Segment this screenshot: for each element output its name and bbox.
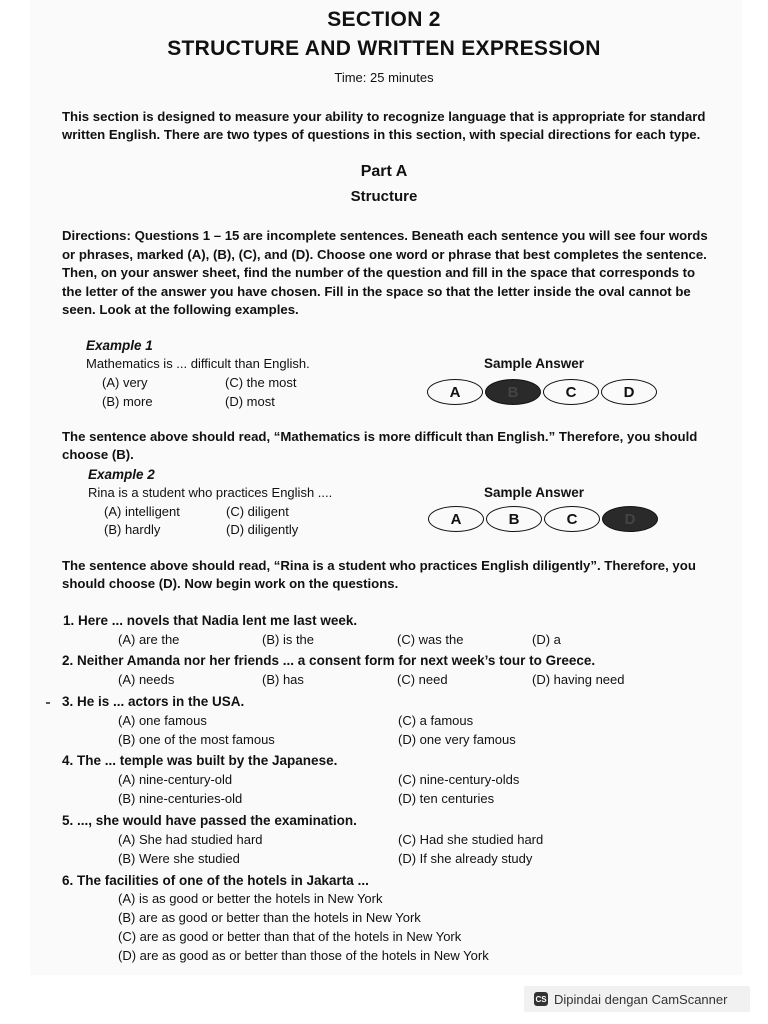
example-2-explanation	[62, 557, 712, 593]
part-subtitle: Structure	[350, 188, 418, 205]
section-intro: This section is designed to measure your ability to recognize language that is appropriate for standard written English. There are two types of questions in this section, with special directions for each type.	[62, 109, 706, 142]
answer-oval-d: D	[601, 379, 657, 405]
example-1-sentence: Mathematics is ... difficult than English.	[86, 356, 310, 371]
camscanner-watermark	[524, 986, 750, 1012]
question-3-option-d: (D) one very famous	[398, 732, 516, 747]
question-1-option-d: (D) a	[532, 632, 561, 647]
question-2-option-b: (B) has	[262, 672, 304, 687]
question-4-option-d: (D) ten centuries	[398, 791, 495, 806]
example-1-explanation	[62, 428, 712, 464]
question-2-option-c: (C) need	[397, 672, 448, 687]
example-1-answer-ovals	[427, 379, 659, 405]
question-2-option-d: (D) having need	[532, 672, 625, 687]
question-5-stem: 5. ..., she would have passed the examination.	[62, 813, 357, 828]
question-2-stem: 2. Neither Amanda nor her friends ... a consent form for next week’s tour to Greece.	[62, 653, 596, 668]
example-1-title: Example 1	[86, 338, 153, 353]
watermark-text: Dipindai dengan CamScanner	[554, 991, 728, 1007]
question-3-option-b: (B) one of the most famous	[118, 732, 275, 747]
question-6-option-c: (C) are as good or better than that of the hotels in New York	[118, 929, 462, 944]
answer-oval-a: A	[427, 379, 483, 405]
example-1-option-d: (D) most	[225, 394, 275, 409]
question-4-option-b: (B) nine-centuries-old	[118, 791, 243, 806]
question-6-option-a: (A) is as good or better the hotels in New York	[118, 891, 383, 906]
question-1-option-a: (A) are the	[118, 632, 180, 647]
answer-oval-b-filled: B	[485, 379, 541, 405]
question-3-option-a: (A) one famous	[118, 713, 207, 728]
explanation-text: The sentence above should read, “Rina is a student who practices English	[62, 558, 533, 573]
example-2-option-c: (C) diligent	[226, 504, 289, 519]
example-1-option-b: (B) more	[102, 394, 153, 409]
margin-mark	[46, 702, 50, 704]
explanation-answer: more	[378, 429, 411, 444]
example-1-option-a: (A) very	[102, 375, 148, 390]
answer-oval-c: C	[544, 506, 600, 532]
explanation-text: ”. Therefore, you should choose (D). Now begin work on the questions.	[62, 558, 696, 591]
question-6-option-d: (D) are as good as or better than those of the hotels in New York	[118, 948, 489, 963]
question-1-stem: 1. Here ... novels that Nadia lent me last week.	[63, 613, 358, 628]
answer-oval-a: A	[428, 506, 484, 532]
explanation-answer: diligently	[532, 558, 591, 573]
answer-oval-c: C	[543, 379, 599, 405]
question-4-option-a: (A) nine-century-old	[118, 772, 233, 787]
question-4-stem: 4. The ... temple was built by the Japanese.	[62, 753, 338, 768]
question-1-option-c: (C) was the	[397, 632, 464, 647]
section-title: STRUCTURE AND WRITTEN EXPRESSION	[167, 37, 601, 60]
question-1-option-b: (B) is the	[262, 632, 315, 647]
example-2-sentence: Rina is a student who practices English ....	[88, 485, 333, 500]
answer-oval-b: B	[486, 506, 542, 532]
camscanner-icon: CS	[534, 992, 548, 1006]
question-5-option-c: (C) Had she studied hard	[398, 832, 544, 847]
question-6-stem: 6. The facilities of one of the hotels in Jakarta ...	[62, 873, 369, 888]
directions	[62, 227, 712, 320]
example-2-option-a: (A) intelligent	[104, 504, 180, 519]
question-5-option-d: (D) If she already study	[398, 851, 533, 866]
answer-oval-d-filled: D	[602, 506, 658, 532]
explanation-text: difficult than English.” Therefore, you should choose (B).	[62, 429, 698, 462]
question-4-option-c: (C) nine-century-olds	[398, 772, 520, 787]
directions-label: Directions:	[62, 228, 131, 243]
question-3-stem: 3. He is ... actors in the USA.	[62, 694, 245, 709]
example-2-answer-ovals	[428, 506, 660, 532]
example-2-title: Example 2	[88, 467, 155, 482]
example-1-sample-label: Sample Answer	[484, 356, 585, 371]
time-limit: Time: 25 minutes	[334, 70, 434, 85]
explanation-text: The sentence above should read, “Mathematics is	[62, 429, 379, 444]
question-3-option-c: (C) a famous	[398, 713, 474, 728]
example-2-option-d: (D) diligently	[226, 522, 299, 537]
section-number: SECTION 2	[327, 8, 441, 31]
question-5-option-a: (A) She had studied hard	[118, 832, 263, 847]
example-2-sample-label: Sample Answer	[484, 485, 585, 500]
example-1-option-c: (C) the most	[225, 375, 297, 390]
directions-text: Questions 1 – 15 are incomplete sentences. Beneath each sentence you will see four words or phrases, marked (A), (B), (C), and (D). Choose one word or phrase that best completes the sentence. Then, on your answer sheet, find the number of the question and fill in the space that corresponds to the letter of the answer you have chosen. Fill in the space so that the letter inside the oval cannot be seen. Look at the following examples.	[62, 228, 708, 317]
example-2-option-b: (B) hardly	[104, 522, 161, 537]
part-title: Part A	[360, 163, 408, 180]
question-6-option-b: (B) are as good or better than the hotels in New York	[118, 910, 421, 925]
question-5-option-b: (B) Were she studied	[118, 851, 240, 866]
question-2-option-a: (A) needs	[118, 672, 175, 687]
